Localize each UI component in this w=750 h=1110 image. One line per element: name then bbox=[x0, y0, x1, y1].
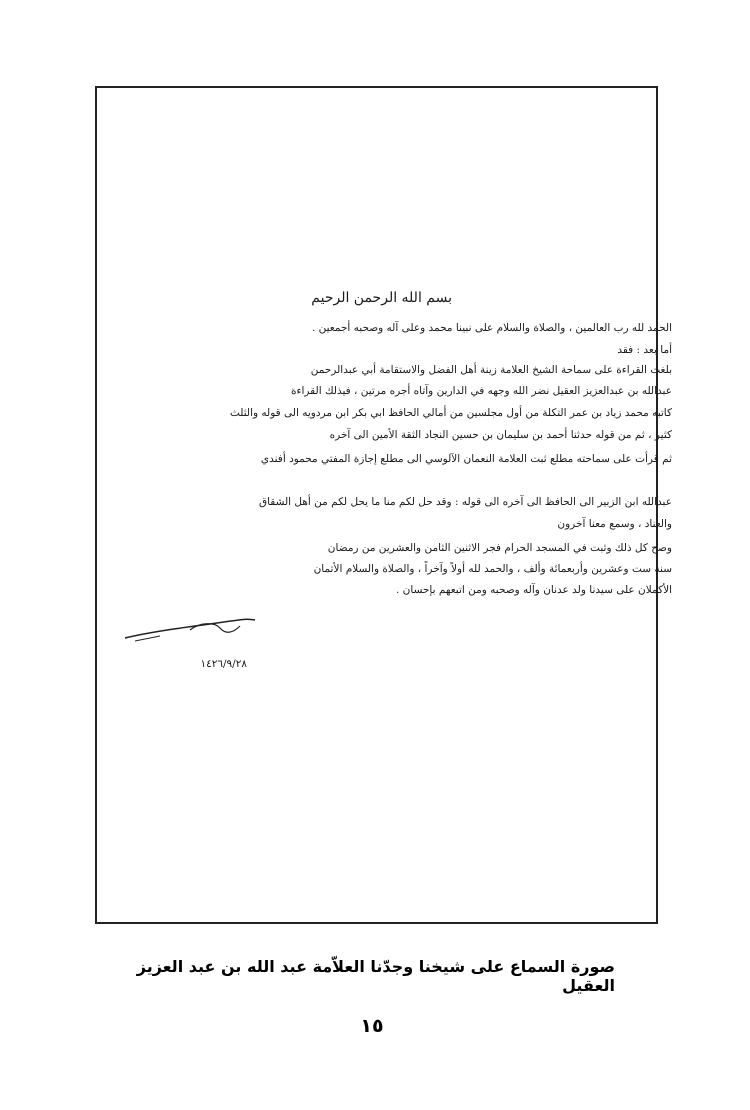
ms-line: عبدالله ابن الزبير الى الحافظ الى آخره الى قوله : وقد حل لكم منا ما يحل لكم من أهل الشقاق bbox=[258, 496, 672, 508]
ms-line: والعناد ، وسمع معنا آخرون bbox=[557, 518, 672, 530]
ms-line: سنة ست وعشرين وأربعمائة وألف ، والحمد لله أولاً وآخراً ، والصلاة والسلام الأتمان bbox=[313, 563, 672, 575]
ms-line: الحمد لله رب العالمين ، والصلاة والسلام على نبينا محمد وعلى آله وصحبه أجمعين . bbox=[311, 322, 672, 334]
basmala: بسم الله الرحمن الرحيم bbox=[311, 290, 452, 306]
ms-line: كاتبه محمد زياد بن عمر التكلة من أول مجلسين من أمالي الحافظ ابي بكر ابن مردويه الى قوله والثلث bbox=[229, 407, 672, 419]
ms-line: وصح كل ذلك وثبت في المسجد الحرام فجر الاثنين الثامن والعشرين من رمضان bbox=[327, 542, 672, 554]
ms-line: الأكملان على سيدنا ولد عدنان وآله وصحبه ومن اتبعهم بإحسان . bbox=[395, 584, 672, 596]
ms-line: ثم قرأت على سماحته مطلع ثبت العلامة النعمان الآلوسي الى مطلع إجازة المفتي محمود أفندي bbox=[260, 453, 672, 465]
ms-line: عبدالله بن عبدالعزيز العقيل نضر الله وجهه في الدارين وآتاه أجره مرتين ، فيذلك القراءة bbox=[291, 385, 672, 397]
page-number: ١٥ bbox=[360, 1015, 384, 1037]
figure-caption: صورة السماع على شيخنا وجدّنا العلاّمة عبد الله بن عبد العزيز العقيل bbox=[136, 957, 615, 995]
ms-line: بلغت القراءة على سماحة الشيخ العلامة زينة أهل الفضل والاستقامة أبي عبدالرحمن bbox=[310, 364, 672, 376]
signature-flourish bbox=[120, 614, 260, 644]
ms-date: ١٤٢٦/٩/٢٨ bbox=[200, 658, 247, 670]
ms-line: كثير ، ثم من قوله حدثنا أحمد بن سليمان بن حسين النجاد الثقة الأمين الى آخره bbox=[329, 429, 672, 441]
ms-line: أما بعد : فقد bbox=[617, 344, 672, 356]
